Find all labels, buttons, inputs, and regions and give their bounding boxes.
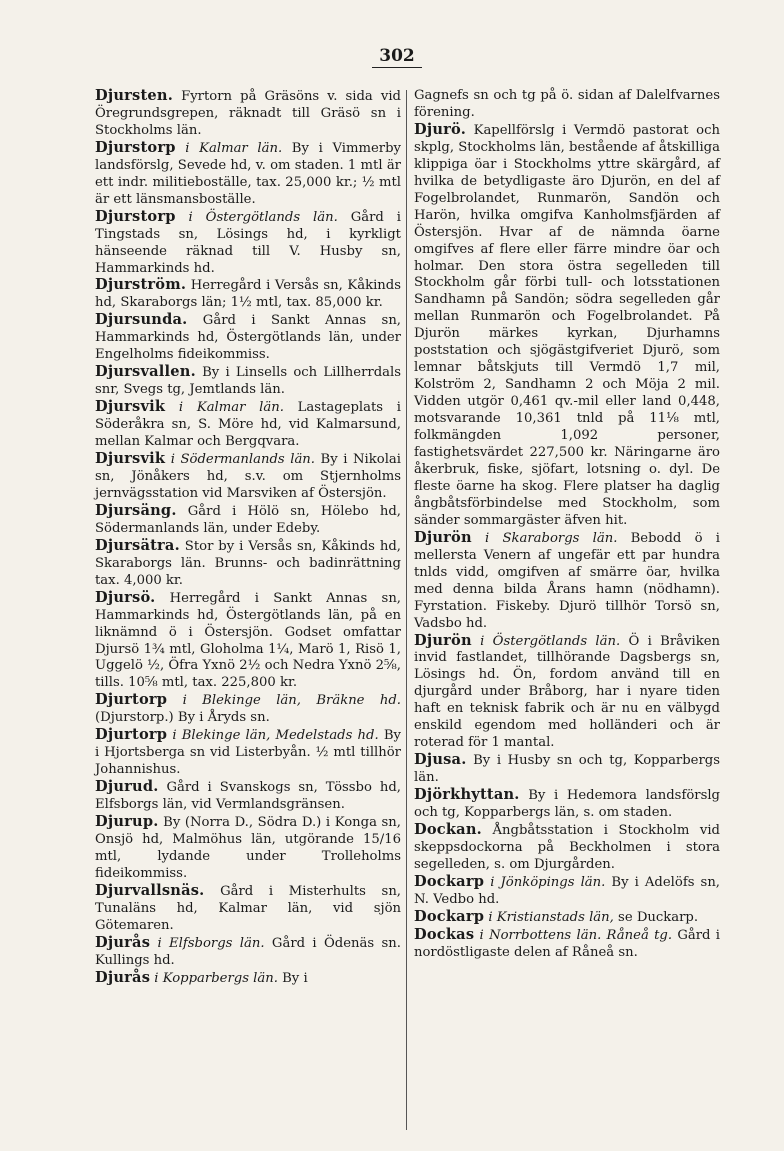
entry-text: By (Norra D., Södra D.) i Konga sn, Onsjö hd, Malmöhus län, utgörande 15/16 mtl, lydande under Trolleholms fideikommiss. <box>95 815 401 881</box>
entry-region: i Blekinge län, Medelstads hd. <box>167 728 379 744</box>
dictionary-entry <box>414 927 720 962</box>
entry-region: i Blekinge län, Bräkne hd. <box>167 693 401 709</box>
entry-headword: Djursvallen. <box>95 363 196 381</box>
entry-region: i Kalmar län. <box>175 140 283 156</box>
entry-headword: Dockas <box>414 925 475 943</box>
entry-text: By i Husby sn och tg, Kopparbergs län. <box>414 753 720 786</box>
dictionary-entry <box>95 277 401 312</box>
dictionary-entry <box>95 727 401 779</box>
entry-region: i Skaraborgs län. <box>471 530 618 546</box>
entry-headword: Djursvik <box>95 398 166 416</box>
entry-text: By i Hedemora landsförslg och tg, Kopparbergs län, s. om staden. <box>414 788 720 821</box>
dictionary-entry <box>95 451 401 503</box>
dictionary-entry <box>414 787 720 822</box>
dictionary-entry <box>95 779 401 814</box>
entry-text: Gagnefs sn och tg på ö. sidan af Dalelfvarnes förening. <box>414 88 720 120</box>
entry-region: i Kopparbergs län. <box>150 970 278 986</box>
entry-headword: Djurup. <box>95 813 159 831</box>
entry-headword: Djurö. <box>414 120 466 138</box>
dictionary-entry <box>414 88 720 122</box>
entry-headword: Djursunda. <box>95 311 188 329</box>
entry-text: Gård i nordöstligaste delen af Råneå sn. <box>414 927 720 960</box>
entry-region: i Elfsborgs län. <box>150 935 265 951</box>
entry-headword: Djurås <box>95 933 151 951</box>
dictionary-entry <box>95 814 401 883</box>
dictionary-entry <box>95 140 401 209</box>
column-divider <box>406 90 407 1130</box>
entry-headword: Djurön <box>414 528 472 546</box>
entry-headword: Dockan. <box>414 820 482 838</box>
dictionary-entry <box>95 312 401 364</box>
dictionary-entry <box>95 209 401 278</box>
entry-text: Ö i Bråviken invid fastlandet, tillhörande Dagsbergs sn, Lösings hd. Ön, fordom använd till en djurgård under Bråborg, har i nyare tiden haft en teknisk fabrik och är nu en välbygd enskild egendom med holländeri och är roterad för 1 mantal. <box>414 633 720 751</box>
entry-headword: Dockarp <box>414 907 485 925</box>
dictionary-entry <box>414 752 720 787</box>
entry-text: By i Linsells och Lillherrdals snr, Svegs tg, Jemtlands län. <box>95 365 401 398</box>
dictionary-entry <box>414 822 720 874</box>
entry-headword: Dockarp <box>414 872 485 890</box>
entry-headword: Djurud. <box>95 778 159 796</box>
entry-text: Herregård i Versås sn, Kåkinds hd, Skaraborgs län; 1½ mtl, tax. 85,000 kr. <box>95 278 401 311</box>
dictionary-entry <box>95 88 401 140</box>
entry-text: By i Hjortsberga sn vid Listerbyån. ½ mtl tillhör Johannishus. <box>95 728 401 778</box>
entry-text: Gård i Ödenäs sn. Kullings hd. <box>95 935 401 968</box>
dictionary-entry <box>95 399 401 451</box>
dictionary-entry <box>414 874 720 909</box>
entry-headword: Djurstorp <box>95 138 176 156</box>
entry-text: Gård i Svanskogs sn, Tössbo hd, Elfsborgs län, vid Vermlandsgränsen. <box>95 780 401 813</box>
dictionary-entry <box>95 538 401 590</box>
entry-text: By i Nikolai sn, Jönåkers hd, s.v. om Stjernholms jernvägsstation vid Marsviken af Östersjön. <box>95 452 401 501</box>
dictionary-entry <box>414 122 720 530</box>
entry-region: i Södermanlands län. <box>165 452 315 468</box>
page-number: 302 <box>372 46 422 68</box>
entry-text: Gård i Misterhults sn, Tunaläns hd, Kalmar län, vid sjön Götemaren. <box>95 883 401 933</box>
dictionary-entry <box>95 935 401 970</box>
entry-headword: Djurstorp <box>95 207 176 225</box>
entry-region: i Kalmar län. <box>165 400 284 416</box>
left-column <box>95 88 401 988</box>
entry-text: By i <box>277 970 308 986</box>
dictionary-entry <box>414 530 720 633</box>
entry-headword: Djursvik <box>95 450 166 468</box>
entry-headword: Djusa. <box>414 751 467 769</box>
entry-headword: Djurås <box>95 968 151 986</box>
entry-text: By i Vimmerby landsförslg, Sevede hd, v. om staden. 1 mtl är ett indr. militieboställe, tax. 25,000 kr.; ½ mtl är ett länsmansboställe. <box>95 140 401 207</box>
entry-text: Herregård i Sankt Annas sn, Hammarkinds hd, Östergötlands län, på en liknämnd ö i Östersjön. Godset omfattar Djursö 1¾ mtl, Gloholma 1¼, Marö 1, Risö 1, Uggelö ½, Öfra Yxnö 2½ och Nedra Yxnö 2⅝, tills. 10⅝ mtl, tax. 225,800 kr. <box>95 590 401 691</box>
entry-headword: Djurön <box>414 631 472 649</box>
entry-headword: Djursätra. <box>95 536 180 554</box>
right-column <box>414 88 720 962</box>
entry-headword: Djursö. <box>95 588 156 606</box>
entry-region: i Östergötlands län. <box>175 209 338 225</box>
dictionary-entry <box>414 633 720 753</box>
entry-region: i Norrbottens län. Råneå tg. <box>474 927 673 943</box>
entry-text: (Djurstorp.) By i Åryds sn. <box>95 710 270 726</box>
entry-text: By i Adelöfs sn, N. Vedbo hd. <box>414 874 720 907</box>
dictionary-entry <box>95 970 401 988</box>
entry-headword: Djurström. <box>95 276 187 294</box>
entry-headword: Djursten. <box>95 87 173 104</box>
dictionary-entry <box>95 364 401 399</box>
entry-region: i Jönköpings län. <box>484 874 606 890</box>
entry-headword: Djörkhyttan. <box>414 786 520 804</box>
entry-text: se Duckarp. <box>613 909 699 925</box>
entry-text: Gård i Sankt Annas sn, Hammarkinds hd, Östergötlands län, under Engelholms fideikommiss. <box>95 313 401 363</box>
entry-headword: Djurtorp <box>95 726 168 744</box>
dictionary-entry <box>95 590 401 693</box>
dictionary-entry <box>95 883 401 935</box>
entry-text: Ångbåtsstation i Stockholm vid skeppsdockorna på Beckholmen i stora segelleden, s. om Djurgården. <box>414 822 720 872</box>
entry-text: Bebodd ö i mellersta Venern af ungefär ett par hundra tnlds vidd, omgifven af smärre öar, hvilka med denna bilda Årans hamn (nödhamn). Fyrstation. Fiskeby. Djurö tillhör Torsö sn, Vadsbo hd. <box>414 530 720 631</box>
entry-text: Lastageplats i Söderåkra sn, S. Möre hd, vid Kalmarsund, mellan Kalmar och Bergqvara. <box>95 400 401 450</box>
dictionary-entry <box>95 692 401 727</box>
entry-headword: Djurvallsnäs. <box>95 881 205 899</box>
entry-headword: Djursäng. <box>95 501 177 519</box>
entry-text: Fyrtorn på Gräsöns v. sida vid Öregrundsgrepen, räknadt till Gräsö sn i Stockholms län. <box>95 89 401 138</box>
entry-text: Kapellförslg i Vermdö pastorat och skplg, Stockholms län, bestående af åtskilliga klippiga öar i Stockholms yttre skärgård, af hvilka de betydligaste äro Djurön, en del af Fogelbrolandet, Runmarön, Sandön och Harön, hvilka omgifva Kanholmsfjärden af Östersjön. Hvar af de nämnda öarne omgifves af flere eller färre mindre öar och holmar. Den stora östra segelleden till Stockholm går förbi tull- och lotsstationen Sandhamn på Sandön; södra segelleden går mellan Runmarön och Fogelbrolandet. På Djurön märkes kyrkan, Djurhamns poststation och sjögästgifveriet Djurö, som lemnar båtskjuts till Vermdö 1,7 mil, Kolström 2, Sandhamn 2 och Möja 2 mil. Vidden utgör 0,461 qv.-mil eller land 0,448, motsvarande 10,361 tnld på 11⅛ mtl, folkmängden 1,092 personer, fastighetsvärdet 227,500 kr. Näringarne äro åkerbruk, fiske, sjöfart, lotsning o. dyl. De fleste öarne ha skog. Flere platser ha daglig ångbåtsförbindelse med Stockholm, som sänder sommargäster äfven hit. <box>414 122 720 528</box>
dictionary-entry <box>95 503 401 538</box>
entry-text: Gård i Hölö sn, Hölebo hd, Södermanlands län, under Edeby. <box>95 503 401 536</box>
entry-region: i Kristianstads län, <box>484 909 614 925</box>
entry-region: i Östergötlands län. <box>471 633 621 649</box>
entry-text: Gård i Tingstads sn, Lösings hd, i kyrkligt hänseende räknad till V. Husby sn, Hammarkinds hd. <box>95 209 402 276</box>
entry-text: Stor by i Versås sn, Kåkinds hd, Skaraborgs län. Brunns- och badinrättning tax. 4,000 kr. <box>95 538 401 588</box>
entry-headword: Djurtorp <box>95 691 168 709</box>
dictionary-entry <box>414 909 720 927</box>
